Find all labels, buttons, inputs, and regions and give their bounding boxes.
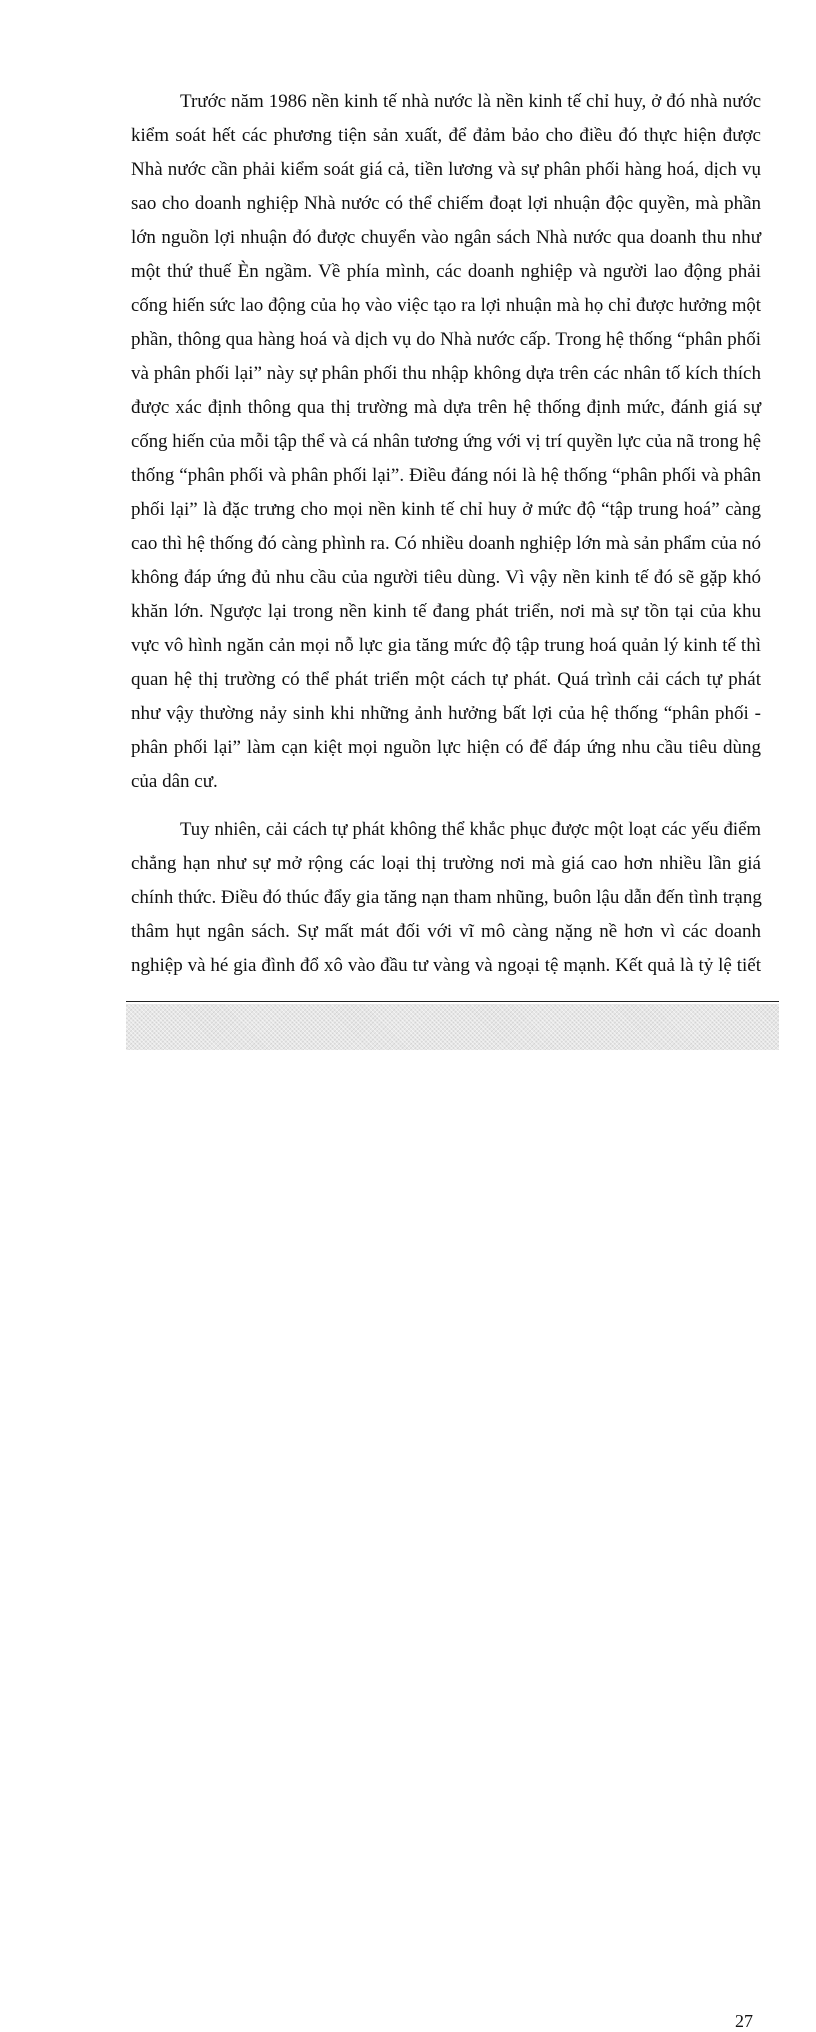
paragraph-2-line-4: thâm hụt ngân sách. Sự mất mát đối với vĩ mô càng nặng nề hơn vì các doanh [131,921,761,942]
paragraph-1-line-8: phần, thông qua hàng hoá và dịch vụ do Nhà nước cấp. Trong hệ thống “phân phối [131,329,761,350]
paragraph-2-line-3: chính thức. Điều đó thúc đẩy gia tăng nạn tham nhũng, buôn lậu dẫn đến tình trạng [131,887,762,908]
paragraph-1-line-19: như vậy thường nảy sinh khi những ảnh hưởng bất lợi của hệ thống “phân phối - [131,703,761,724]
paragraph-1-line-7: cống hiến sức lao động của họ vào việc tạo ra lợi nhuận mà họ chỉ được hưởng một [131,295,761,316]
paragraph-1-line-11: cống hiến của mỗi tập thể và cá nhân tương ứng với vị trí quyền lực của nã trong hệ [131,431,761,452]
paragraph-1-line-1: Trước năm 1986 nền kinh tế nhà nước là nền kinh tế chỉ huy, ở đó nhà nước [180,91,761,112]
paragraph-1-line-6: một thứ thuế Èn ngầm. Về phía mình, các doanh nghiệp và người lao động phải [131,261,761,282]
paragraph-1-line-4: sao cho doanh nghiệp Nhà nước có thể chiếm đoạt lợi nhuận độc quyền, mà phần [131,193,761,214]
paragraph-1-line-20: phân phối lại” làm cạn kiệt mọi nguồn lực hiện có để đáp ứng nhu cầu tiêu dùng [131,737,761,758]
footer-band [126,1004,779,2031]
paragraph-1-line-9: và phân phối lại” này sự phân phối thu nhập không dựa trên các nhân tố kích thích [131,363,761,384]
footer-divider [126,1001,779,1002]
paragraph-2-line-1: Tuy nhiên, cải cách tự phát không thể khắc phục được một loạt các yếu điểm [180,819,761,840]
paragraph-1-line-10: được xác định thông qua thị trường mà dựa trên hệ thống định mức, đánh giá sự [131,397,761,418]
paragraph-1-line-16: khăn lớn. Ngược lại trong nền kinh tế đang phát triển, nơi mà sự tồn tại của khu [131,601,761,622]
paragraph-1-line-18: quan hệ thị trường có thể phát triển một cách tự phát. Quá trình cải cách tự phát [131,669,761,690]
paragraph-1-line-2: kiểm soát hết các phương tiện sản xuất, để đảm bảo cho điều đó thực hiện được [131,125,761,146]
paragraph-1-line-15: không đáp ứng đủ nhu cầu của người tiêu dùng. Vì vậy nền kinh tế đó sẽ gặp khó [131,567,761,588]
paragraph-1-line-17: vực vô hình ngăn cản mọi nỗ lực gia tăng mức độ tập trung hoá quản lý kinh tế thì [131,635,761,656]
paragraph-1-line-3: Nhà nước cần phải kiểm soát giá cả, tiền lương và sự phân phối hàng hoá, dịch vụ [131,159,761,180]
paragraph-2-line-5: nghiệp và hé gia đình đổ xô vào đầu tư vàng và ngoại tệ mạnh. Kết quả là tỷ lệ tiết [131,955,761,976]
page-number: 27 [735,2011,753,2031]
paragraph-1-line-14: cao thì hệ thống đó càng phình ra. Có nhiều doanh nghiệp lớn mà sản phẩm của nó [131,533,761,554]
paragraph-1-line-5: lớn nguồn lợi nhuận đó được chuyển vào ngân sách Nhà nước qua doanh thu như [131,227,761,248]
paragraph-1-line-13: phối lại” là đặc trưng cho mọi nền kinh tế chỉ huy ở mức độ “tập trung hoá” càng [131,499,761,520]
paragraph-1-line-21: của dân cư. [131,771,218,792]
paragraph-1-line-12: thống “phân phối và phân phối lại”. Điều đáng nói là hệ thống “phân phối và phân [131,465,761,486]
paragraph-2-line-2: chẳng hạn như sự mở rộng các loại thị trường nơi mà giá cao hơn nhiều lần giá [131,853,761,874]
